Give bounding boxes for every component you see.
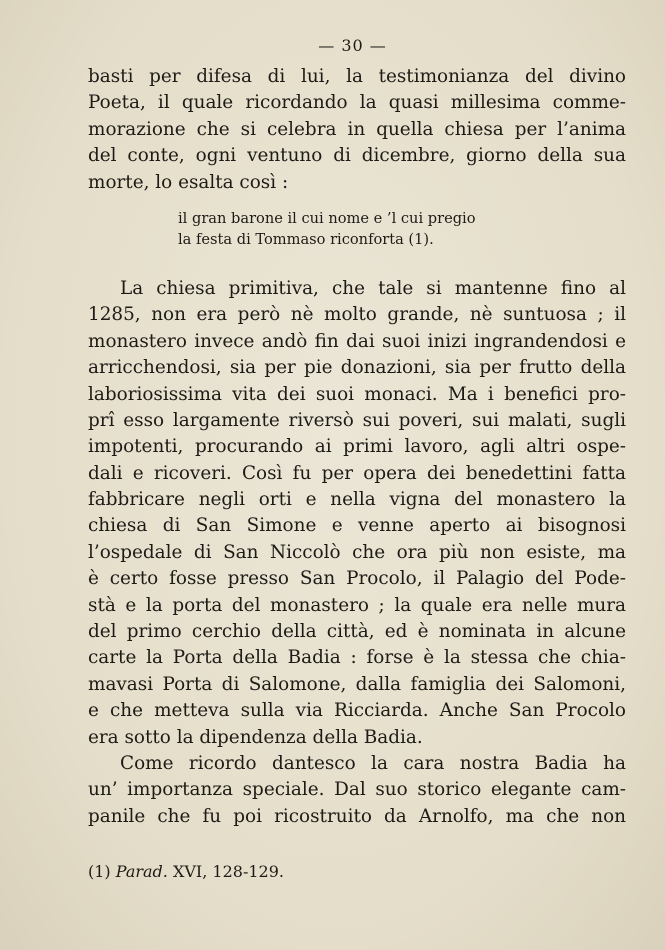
text-line: Come ricordo dantesco la cara nostra Badia ha bbox=[120, 752, 626, 774]
text-line: del primo cerchio della città, ed è nominata in alcune bbox=[88, 621, 626, 643]
text-line: morazione che si celebra in quella chiesa per l’anima bbox=[88, 118, 626, 140]
text-line: mavasi Porta di Salomone, dalla famiglia dei Salomoni, bbox=[88, 673, 626, 695]
text-line: fabbricare negli orti e nella vigna del monastero la bbox=[88, 489, 626, 511]
body-text bbox=[88, 64, 626, 830]
text-line: La chiesa primitiva, che tale si mantenne fino al bbox=[120, 277, 626, 299]
text-line: impotenti, procurando ai primi lavoro, agli altri ospe- bbox=[88, 436, 626, 458]
text-line: un’ importanza speciale. Dal suo storico elegante cam- bbox=[88, 779, 626, 801]
quote-line: la festa di Tommaso riconforta (1). bbox=[178, 230, 434, 248]
dante-quotation bbox=[178, 208, 626, 250]
text-line: e che metteva sulla via Ricciarda. Anche San Procolo bbox=[88, 700, 626, 722]
text-line: arricchendosi, sia per pie donazioni, sia per frutto della bbox=[88, 357, 626, 379]
text-line: monastero invece andò fin dai suoi inizi ingrandendosi e bbox=[88, 330, 626, 352]
text-line: laboriosissima vita dei suoi monaci. Ma i benefici pro- bbox=[88, 383, 626, 405]
text-line: chiesa di San Simone e venne aperto ai bisognosi bbox=[88, 515, 626, 537]
paragraph-3 bbox=[88, 751, 626, 830]
text-line: era sotto la dipendenza della Badia. bbox=[88, 726, 423, 748]
text-line: dali e ricoveri. Così fu per opera dei benedettini fatta bbox=[88, 462, 626, 484]
footnote-reference: XVI, 128-129. bbox=[172, 862, 284, 881]
text-line: morte, lo esalta così : bbox=[88, 171, 289, 193]
text-line: stà e la porta del monastero ; la quale era nelle mura bbox=[88, 594, 626, 616]
text-line: carte la Porta della Badia : forse è la stessa che chia- bbox=[88, 647, 626, 669]
text-line: basti per difesa di lui, la testimonianza del divino bbox=[88, 66, 626, 87]
paragraph-1 bbox=[88, 64, 626, 196]
text-line: prî esso largamente riversò sui poveri, sui malati, sugli bbox=[88, 409, 626, 431]
footnote-source: Parad. bbox=[115, 862, 168, 881]
quote-line: il gran barone il cui nome e ’l cui pregio bbox=[178, 209, 476, 227]
paragraph-2 bbox=[88, 276, 626, 751]
text-line: 1285, non era però nè molto grande, nè suntuosa ; il bbox=[88, 304, 626, 326]
text-line: Poeta, il quale ricordando la quasi millesima comme- bbox=[88, 92, 626, 114]
page-number: — 30 — bbox=[318, 36, 387, 55]
text-line: del conte, ogni ventuno di dicembre, giorno della sua bbox=[88, 145, 626, 167]
footnote-marker: (1) bbox=[88, 862, 111, 881]
footnote bbox=[88, 862, 284, 881]
text-line: è certo fosse presso San Procolo, il Palagio del Pode- bbox=[88, 568, 626, 590]
text-line: l’ospedale di San Niccolò che ora più non esiste, ma bbox=[88, 541, 626, 563]
text-line: panile che fu poi ricostruito da Arnolfo, ma che non bbox=[88, 805, 626, 827]
